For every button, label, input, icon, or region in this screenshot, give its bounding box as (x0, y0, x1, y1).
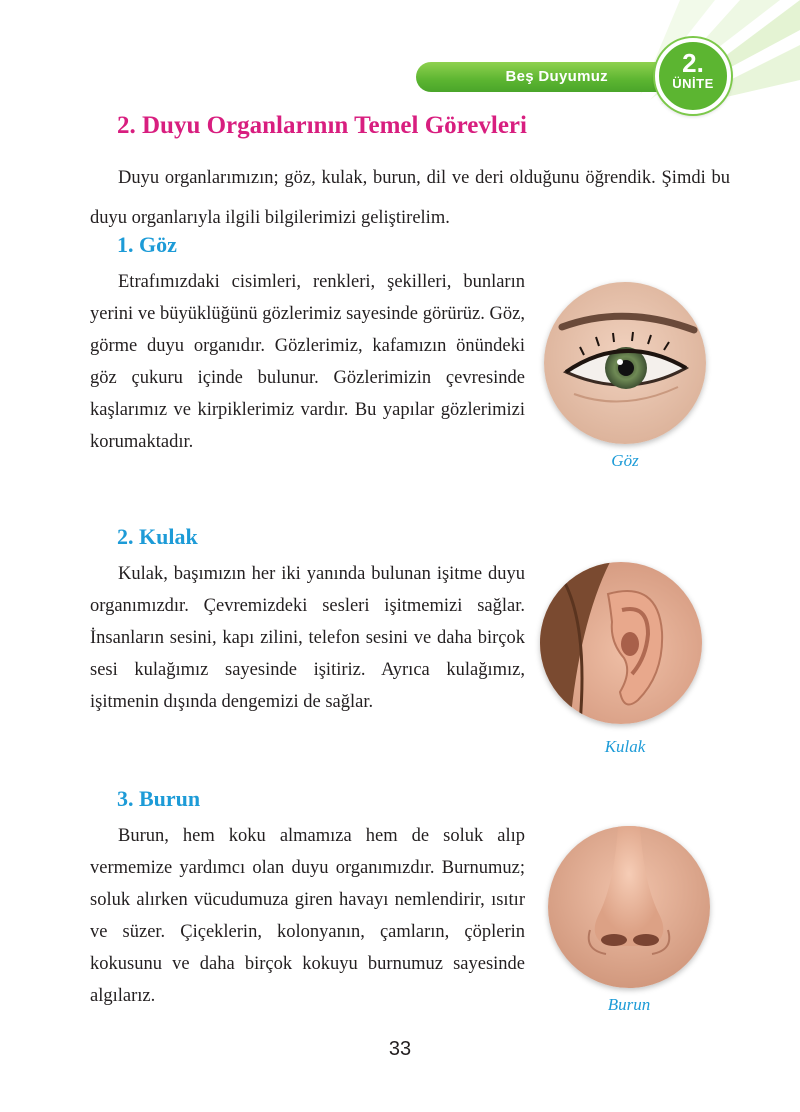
nose-photo (548, 826, 710, 988)
nose-caption: Burun (607, 995, 651, 1014)
unit-label: ÜNİTE (672, 76, 714, 91)
unit-title-banner (416, 62, 678, 92)
eye-heading: 1. Göz (117, 232, 177, 257)
ear-photo (540, 562, 702, 724)
eye-caption: Göz (611, 451, 639, 470)
ear-heading: 2. Kulak (117, 524, 198, 549)
unit-title: Beş Duyumuz (505, 68, 608, 85)
nose-paragraph: Burun, hem koku almamıza hem de soluk alıp vermemize yardımcı olan duyu organımızdır. Burnumuz; soluk alırken vücudumuza giren havayı nemlendirir, ısıtır ve süzer. Çiçeklerin, kolonyanın, çamların, çöplerin kokusunu ve daha birçok kokuyu burnumuz sayesinde algılarız. (90, 826, 525, 1006)
ear-paragraph: Kulak, başımızın her iki yanında bulunan işitme duyu organımızdır. Çevremizdeki sesleri işitmemizi sağlar. İnsanların sesini, kapı zilini, telefon sesini ve daha birçok sesi kulağımız sayesinde işitiriz. Ayrıca kulağımız, işitmenin dışında dengemizi de sağlar. (90, 564, 525, 712)
unit-number: 2. (682, 48, 704, 78)
intro-paragraph: Duyu organlarımızın; göz, kulak, burun, dil ve deri olduğunu öğrendik. Şimdi bu duyu organlarıyla ilgili bilgilerimizi geliştirelim. (90, 168, 730, 228)
eye-photo (544, 282, 706, 444)
ear-caption: Kulak (604, 737, 646, 756)
nose-heading: 3. Burun (117, 786, 201, 811)
page-title: 2. Duyu Organlarının Temel Görevleri (117, 112, 527, 139)
page-number: 33 (388, 1038, 412, 1060)
eye-paragraph: Etrafımızdaki cisimleri, renkleri, şekilleri, bunların yerini ve büyüklüğünü gözlerimiz sayesinde görürüz. Göz, görme duyu organıdır. Gözlerimiz, kafamızın önündeki göz çukuru içinde bulunur. Gözlerimizin çevresinde kaşlarımız ve kirpiklerimiz vardır. Bu yapılar gözlerimizi korumaktadır. (90, 272, 525, 452)
unit-badge (655, 38, 731, 114)
